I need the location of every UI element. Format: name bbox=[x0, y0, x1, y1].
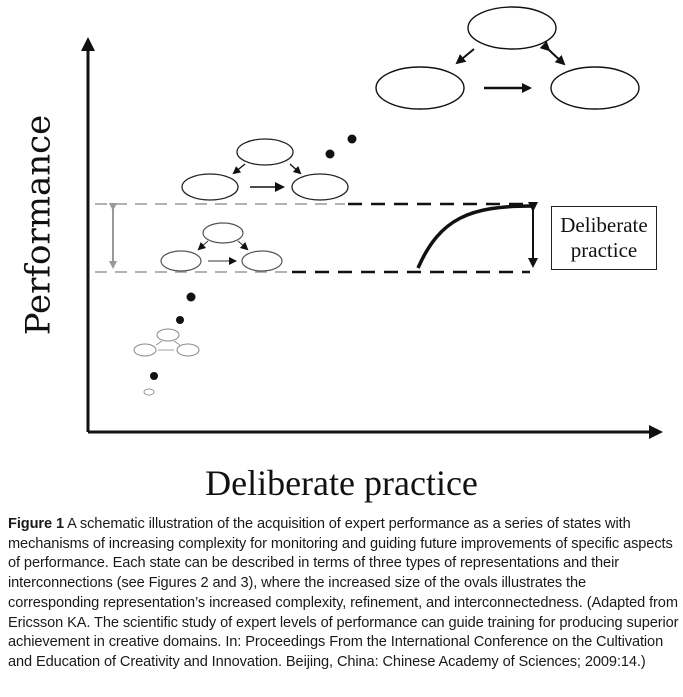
progress-dot bbox=[150, 372, 158, 380]
progress-dot bbox=[348, 135, 357, 144]
deliberate-practice-box bbox=[551, 206, 657, 270]
box-label-line2: practice bbox=[570, 238, 638, 262]
progress-dot bbox=[326, 150, 335, 159]
y-axis-label: Performance bbox=[18, 114, 59, 336]
state-3-representations bbox=[161, 223, 282, 271]
figure-label: Figure 1 bbox=[8, 516, 64, 532]
caption-text: A schematic illustration of the acquisition of expert performance as a series of states with mechanisms of increasing complexity for monitoring and guiding future improvements of specific aspects of performance. Each state can be described in terms of three types of representations and their interconnections (see Figures 2 and 3), where the increased size of the ovals illustrates the corresponding representation’s increased complexity, refinement, and interconnectedness. (Adapted from Ericsson KA. The scientific study of expert levels of performance can guide training for producing superior achievement in creative domains. In: Proceedings From the International Conference on the Cultivation and Education of Creativity and Innovation. Beijing, China: Chinese Academy of Sciences; 2009:14.) bbox=[8, 516, 679, 670]
box-label-line1: Deliberate bbox=[560, 213, 648, 237]
state-4-representations bbox=[182, 139, 348, 200]
state-2-representations bbox=[134, 329, 199, 356]
figure-caption bbox=[8, 515, 680, 673]
state-1-representations bbox=[144, 389, 154, 395]
x-axis-label: Deliberate practice bbox=[205, 463, 478, 503]
y-axis-label-container bbox=[8, 90, 68, 360]
state-5-representations bbox=[376, 7, 639, 109]
progress-dot bbox=[176, 316, 184, 324]
progress-dot bbox=[187, 293, 196, 302]
improvement-curve bbox=[418, 206, 532, 268]
